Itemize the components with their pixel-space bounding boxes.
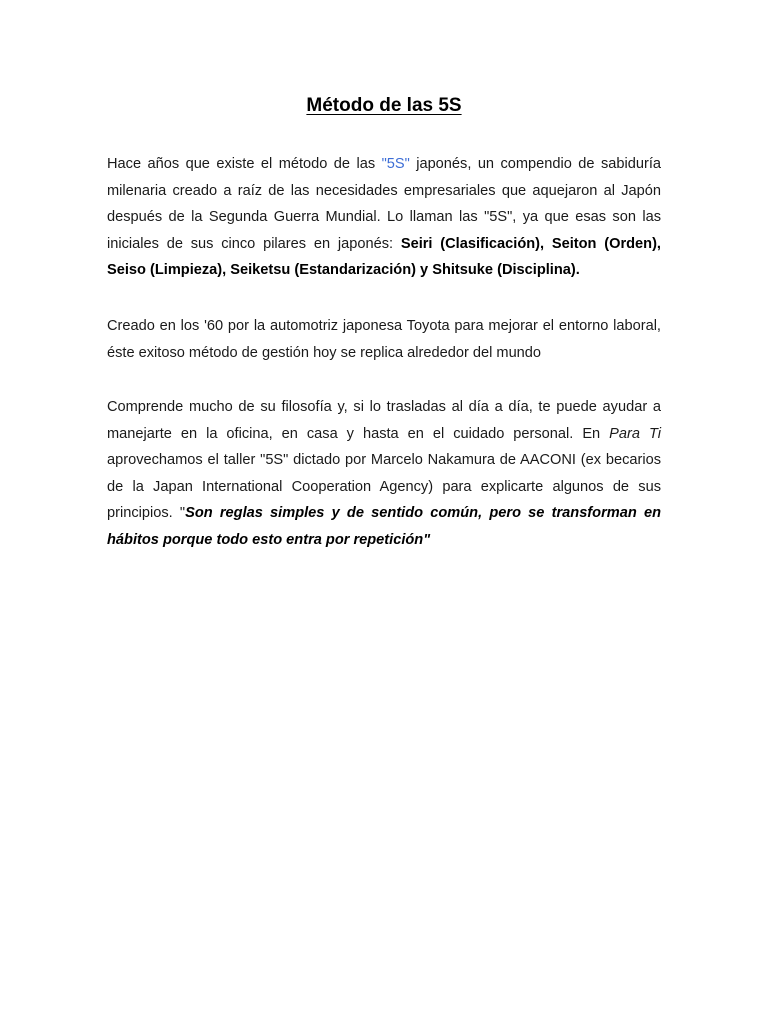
5s-link[interactable]: "5S" xyxy=(381,156,410,172)
document-title: Método de las 5S xyxy=(306,95,462,116)
philosophy-text-middle: aprovechamos el taller "5S" dictado por Marcelo Nakamura de AACONI (ex becarios de la Japan International Cooperation Agency) para explicarte algunos de sus principios. " xyxy=(107,452,661,522)
paragraph-origin: Creado en los '60 por la automotriz japonesa Toyota para mejorar el entorno laboral, éste exitoso método de gestión hoy se replica alrededor del mundo xyxy=(107,318,661,361)
five-pillars-list: Seiri (Clasificación), Seiton (Orden), Seiso (Limpieza), Seiketsu (Estandarización) y Shitsuke (Disciplina). xyxy=(107,235,661,279)
intro-text-start: Hace años que existe el método de las xyxy=(107,156,382,172)
intro-text-middle: japonés, un compendio de sabiduría milenaria creado a raíz de las necesidades empresariales que aquejaron al Japón después de la Segunda Guerra Mundial. Lo llaman las "5S", ya que esas son las iniciales de sus cinco pilares en japonés: xyxy=(107,156,661,252)
paragraph-intro xyxy=(107,151,661,284)
paragraph-philosophy xyxy=(107,394,661,554)
philosophy-text-start: Comprende mucho de su filosofía y, si lo trasladas al día a día, te puede ayudar a manejarte en la oficina, en casa y hasta en el cuidado personal. En xyxy=(107,399,661,442)
quote-text: Son reglas simples y de sentido común, pero se transforman en hábitos porque todo esto entra por repetición" xyxy=(107,505,662,548)
magazine-name: Para Ti xyxy=(609,425,661,442)
